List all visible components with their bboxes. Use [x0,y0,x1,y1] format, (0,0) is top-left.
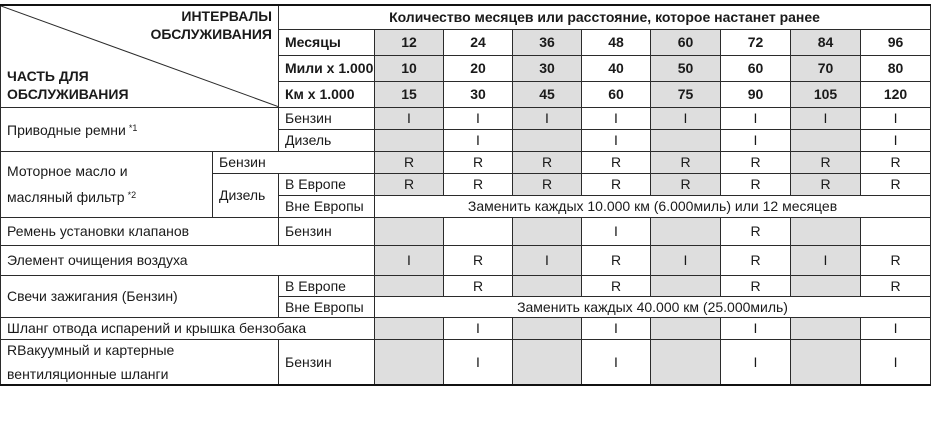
km-label: Км x 1.000 [279,81,375,107]
part-label-line2: ОБСЛУЖИВАНИЯ [7,86,129,102]
schedule-cell: R [721,173,791,195]
schedule-cell: I [444,317,513,339]
km-value: 75 [651,81,721,107]
schedule-cell: I [513,245,582,275]
schedule-cell [861,217,931,245]
schedule-cell: R [861,151,931,173]
schedule-cell: I [861,339,931,385]
months-value: 36 [513,29,582,55]
miles-value: 20 [444,55,513,81]
schedule-cell: R [651,173,721,195]
drive-belts-footnote: *1 [128,123,138,133]
oil-label-line1: Моторное масло и [7,163,128,179]
schedule-cell [651,317,721,339]
schedule-cell: R [444,275,513,296]
schedule-cell: I [582,217,651,245]
schedule-cell [375,129,444,151]
km-value: 90 [721,81,791,107]
months-label: Месяцы [279,29,375,55]
schedule-cell [375,317,444,339]
schedule-cell: R [721,245,791,275]
maintenance-schedule-table [0,4,931,386]
header-corner-cell [1,5,279,107]
miles-value: 80 [861,55,931,81]
schedule-cell [791,129,861,151]
schedule-cell [513,129,582,151]
spark-plugs-europe-row [1,275,931,296]
drive-belts-label: Приводные ремни [7,122,126,138]
schedule-cell [375,217,444,245]
schedule-cell: R [791,173,861,195]
months-value: 12 [375,29,444,55]
petrol-label: Бензин [279,217,375,245]
schedule-cell: I [444,339,513,385]
schedule-cell [791,317,861,339]
petrol-label: Бензин [279,107,375,129]
km-value: 120 [861,81,931,107]
spark-plugs-label: Свечи зажигания (Бензин) [1,275,279,317]
drive-belts-petrol-row [1,107,931,129]
oil-footnote: *2 [127,190,137,200]
schedule-cell: I [582,317,651,339]
vapor-hose-row [1,317,931,339]
km-value: 45 [513,81,582,107]
europe-label: В Европе [279,173,375,195]
schedule-cell: R [582,245,651,275]
miles-value: 30 [513,55,582,81]
schedule-cell: R [375,151,444,173]
drive-belts-part [1,107,279,151]
schedule-cell [513,275,582,296]
oil-label-line2: масляный фильтр [7,189,125,205]
europe-label: В Европе [279,275,375,296]
vapor-hose-label: Шланг отвода испарений и крышка бензобака [1,317,375,339]
intervals-label-line1: ИНТЕРВАЛЫ [181,8,272,24]
non-europe-label: Вне Европы [279,195,375,217]
diesel-label: Дизель [279,129,375,151]
schedule-cell: I [791,245,861,275]
air-filter-row [1,245,931,275]
schedule-cell: I [861,107,931,129]
schedule-cell: I [721,317,791,339]
schedule-cell: I [791,107,861,129]
schedule-cell: I [721,107,791,129]
schedule-cell: I [444,107,513,129]
timing-belt-row [1,217,931,245]
schedule-cell: I [582,107,651,129]
oil-part [1,151,213,217]
schedule-cell [375,275,444,296]
petrol-label: Бензин [213,151,375,173]
oil-non-europe-instruction: Заменить каждых 10.000 км (6.000миль) или 12 месяцев [375,195,931,217]
schedule-cell: I [375,107,444,129]
schedule-cell: R [721,151,791,173]
schedule-cell [513,339,582,385]
non-europe-label: Вне Европы [279,296,375,317]
schedule-cell: R [444,151,513,173]
oil-petrol-row [1,151,931,173]
schedule-cell: R [861,275,931,296]
schedule-cell: R [375,173,444,195]
schedule-cell: R [861,173,931,195]
km-value: 30 [444,81,513,107]
miles-value: 70 [791,55,861,81]
schedule-cell [651,129,721,151]
miles-label: Мили x 1.000 [279,55,375,81]
km-value: 15 [375,81,444,107]
schedule-cell: I [582,129,651,151]
schedule-cell [444,217,513,245]
petrol-label: Бензин [279,339,375,385]
schedule-cell: R [444,245,513,275]
months-value: 96 [861,29,931,55]
schedule-cell: R [582,173,651,195]
schedule-cell: R [513,151,582,173]
schedule-cell: R [791,151,861,173]
vacuum-hoses-label-line2: вентиляционные шланги [7,365,169,382]
air-filter-label: Элемент очищения воздуха [1,245,375,275]
vacuum-hoses-part [1,339,279,385]
months-value: 60 [651,29,721,55]
schedule-cell: R [721,217,791,245]
miles-value: 40 [582,55,651,81]
spark-plugs-non-europe-instruction: Заменить каждых 40.000 км (25.000миль) [375,296,931,317]
intervals-label-line2: ОБСЛУЖИВАНИЯ [150,26,272,42]
schedule-cell: I [721,339,791,385]
schedule-cell [791,275,861,296]
schedule-cell: R [513,173,582,195]
schedule-cell: I [375,245,444,275]
vacuum-hoses-label-line1: RВакуумный и картерные [7,341,175,358]
schedule-cell: I [651,245,721,275]
miles-value: 60 [721,55,791,81]
schedule-cell [651,217,721,245]
schedule-cell: I [721,129,791,151]
schedule-cell [513,317,582,339]
schedule-cell: I [861,129,931,151]
diesel-label: Дизель [213,173,279,217]
schedule-cell [513,217,582,245]
schedule-cell: I [444,129,513,151]
vacuum-hoses-row [1,339,931,385]
schedule-cell [791,339,861,385]
months-value: 72 [721,29,791,55]
schedule-cell: R [582,275,651,296]
schedule-cell [375,339,444,385]
schedule-caption: Количество месяцев или расстояние, которое настанет ранее [279,5,931,29]
months-value: 48 [582,29,651,55]
schedule-cell: I [513,107,582,129]
schedule-cell: I [861,317,931,339]
schedule-cell: R [721,275,791,296]
schedule-cell: R [651,151,721,173]
months-value: 84 [791,29,861,55]
km-value: 60 [582,81,651,107]
schedule-cell [791,217,861,245]
km-value: 105 [791,81,861,107]
miles-value: 10 [375,55,444,81]
schedule-cell: R [582,151,651,173]
schedule-cell: R [444,173,513,195]
schedule-cell: I [582,339,651,385]
schedule-cell: I [651,107,721,129]
part-label-line1: ЧАСТЬ ДЛЯ [7,68,89,84]
schedule-cell [651,339,721,385]
schedule-cell [651,275,721,296]
months-value: 24 [444,29,513,55]
schedule-cell: R [861,245,931,275]
timing-belt-label: Ремень установки клапанов [1,217,279,245]
miles-value: 50 [651,55,721,81]
